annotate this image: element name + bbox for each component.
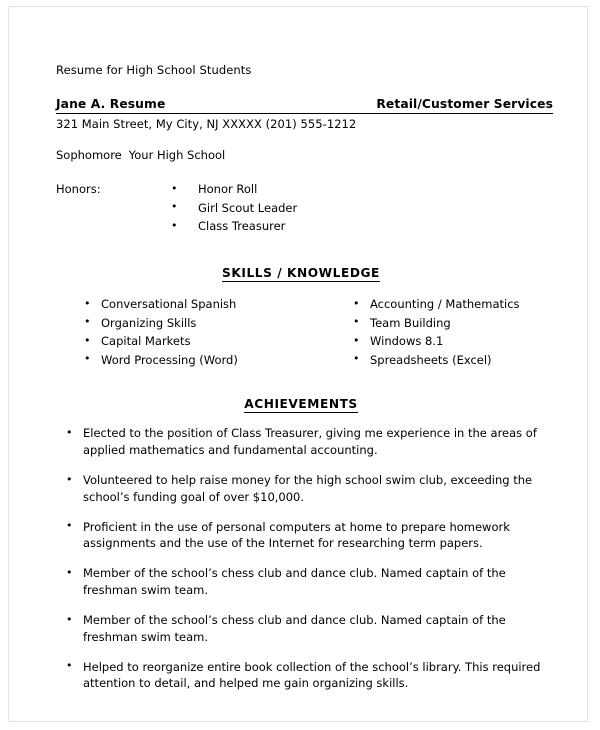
skills-heading <box>56 265 546 281</box>
contact-line: 321 Main Street, My City, NJ XXXXX (201) 555-1212 <box>56 117 357 131</box>
list-item: • Organizing Skills <box>84 314 301 333</box>
achievements-heading-text: ACHIEVEMENTS <box>244 397 358 412</box>
list-item: • Helped to reorganize entire book collection of the school’s library. This required attention to detail, and helped me gain organizing skills. <box>56 659 553 692</box>
target-position: Retail/Customer Services <box>376 97 553 111</box>
skills-left-list <box>56 295 301 369</box>
list-item: • Capital Markets <box>84 332 301 351</box>
list-item: • Member of the school’s chess club and dance club. Named captain of the freshman swim team. <box>56 565 553 598</box>
list-item: • Girl Scout Leader <box>171 199 546 218</box>
list-item: • Honor Roll <box>171 180 546 199</box>
list-item: • Conversational Spanish <box>84 295 301 314</box>
list-item: • Volunteered to help raise money for the high school swim club, exceeding the school’s funding goal of over $10,000. <box>56 472 553 505</box>
skills-heading-text: SKILLS / KNOWLEDGE <box>222 266 380 280</box>
resume-page <box>8 6 588 722</box>
honors-label: Honors: <box>56 182 101 196</box>
honors-section <box>56 180 546 237</box>
skills-right-column <box>301 295 546 369</box>
resume-header-bar <box>56 97 553 114</box>
list-item: • Spreadsheets (Excel) <box>353 351 546 370</box>
list-item: • Elected to the position of Class Treasurer, giving me experience in the areas of applied mathematics and fundamental accounting. <box>56 425 553 458</box>
list-item: • Proficient in the use of personal computers at home to prepare homework assignments and the use of the Internet for researching term papers. <box>56 519 553 552</box>
candidate-name: Jane A. Resume <box>56 97 166 111</box>
list-item: • Accounting / Mathematics <box>353 295 546 314</box>
skills-left-column <box>56 295 301 369</box>
education-line <box>56 148 546 163</box>
list-item: • Team Building <box>353 314 546 333</box>
skills-section <box>56 295 546 369</box>
resume-content <box>56 63 553 706</box>
achievements-list <box>56 425 546 692</box>
honors-list <box>56 180 546 236</box>
list-item: • Windows 8.1 <box>353 332 546 351</box>
list-item: • Class Treasurer <box>171 217 546 236</box>
document-caption: Resume for High School Students <box>56 63 252 77</box>
achievements-heading <box>56 396 546 412</box>
list-item: • Word Processing (Word) <box>84 351 301 370</box>
school-name: Your High School <box>128 148 226 162</box>
list-item: • Member of the school’s chess club and dance club. Named captain of the freshman swim team. <box>56 612 553 645</box>
grade-level: Sophomore <box>56 148 122 162</box>
skills-right-list <box>325 295 546 369</box>
